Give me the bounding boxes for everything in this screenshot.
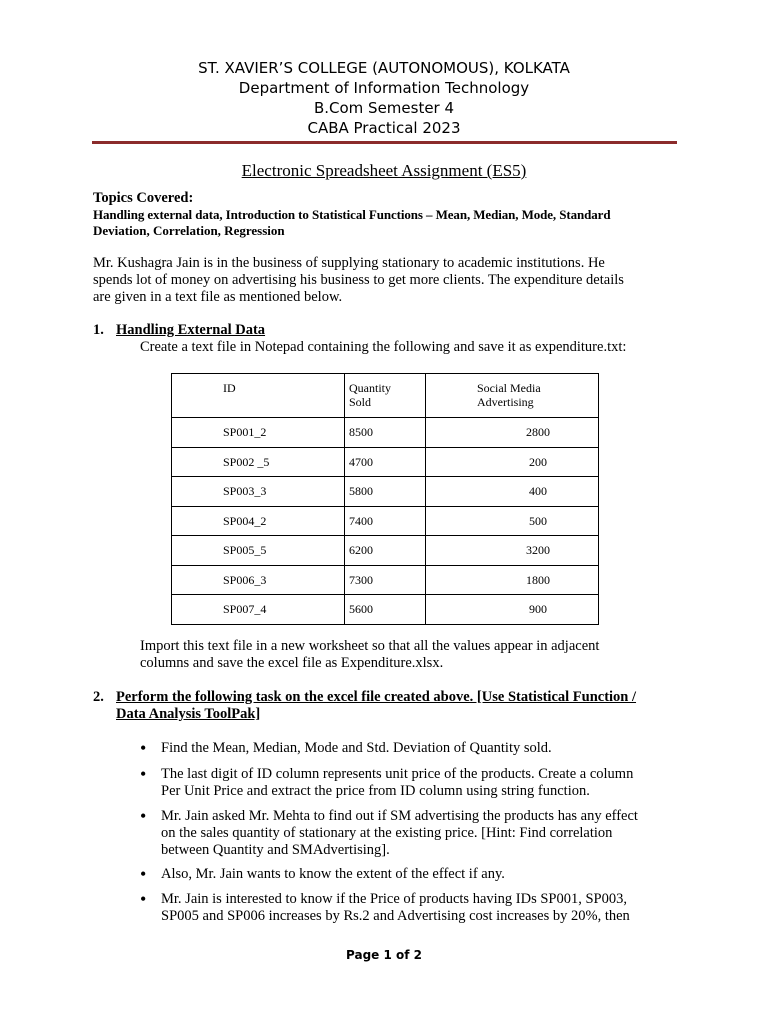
task-2-line-2: Per Unit Price and extract the price from ID column using string function. (161, 783, 590, 799)
cell-advertising: 200 (529, 454, 547, 469)
cell-advertising: 3200 (526, 543, 550, 557)
table-row (172, 447, 599, 477)
task-5-line-1: Mr. Jain is interested to know if the Price of products having IDs SP001, SP003, (161, 891, 627, 907)
college-name: ST. XAVIER’S COLLEGE (AUTONOMOUS), KOLKATA (198, 59, 570, 77)
section-1-number: 1. (93, 322, 104, 338)
header-divider (92, 141, 677, 144)
cell-id: SP006_3 (223, 572, 267, 587)
cell-quantity: 4700 (349, 454, 373, 469)
cell-advertising: 1800 (526, 572, 550, 587)
table-row (172, 418, 599, 448)
intro-line-1: Mr. Kushagra Jain is in the business of supplying stationary to academic institutions. He (93, 255, 605, 271)
cell-quantity: 5600 (349, 602, 373, 616)
cell-id: SP003_3 (223, 484, 267, 498)
cell-id: SP004_2 (223, 513, 267, 528)
topics-line-2: Deviation, Correlation, Regression (93, 223, 285, 238)
cell-advertising: 500 (529, 513, 547, 528)
task-1-line-1: Find the Mean, Median, Mode and Std. Deviation of Quantity sold. (161, 740, 552, 756)
bullet-icon: • (140, 764, 147, 784)
cell-advertising: 2800 (526, 425, 550, 439)
task-4-line-1: Also, Mr. Jain wants to know the extent of the effect if any. (161, 866, 505, 882)
bullet-icon: • (140, 806, 147, 826)
bullet-icon: • (140, 889, 147, 909)
topics-line-1: Handling external data, Introduction to Statistical Functions – Mean, Median, Mode, Standard (93, 207, 611, 222)
course-name: B.Com Semester 4 (313, 99, 455, 117)
practical-name: CABA Practical 2023 (307, 119, 461, 137)
table-row (172, 506, 599, 536)
task-3-line-3: between Quantity and SMAdvertising]. (161, 842, 390, 858)
cell-quantity: 7300 (349, 572, 373, 587)
table-header-row (172, 374, 599, 418)
bullet-icon: • (140, 864, 147, 884)
section-1-heading: Handling External Data (116, 322, 266, 338)
intro-line-3: are given in a text file as mentioned below. (93, 289, 343, 305)
assignment-title: Electronic Spreadsheet Assignment (ES5) (241, 161, 527, 180)
expenditure-table (171, 373, 599, 625)
cell-quantity: 6200 (349, 543, 373, 557)
task-3-line-1: Mr. Jain asked Mr. Mehta to find out if SM advertising the products has any effect (161, 808, 638, 824)
table-row (172, 536, 599, 566)
task-5-line-2: SP005 and SP006 increases by Rs.2 and Advertising cost increases by 20%, then (161, 908, 630, 924)
topics-heading: Topics Covered: (93, 190, 194, 206)
section-1-instruction: Create a text file in Notepad containing the following and save it as expenditure.txt: (140, 339, 627, 355)
cell-id: SP005_5 (223, 543, 267, 557)
header-cell-advertising: Social Media Advertising (426, 374, 599, 418)
cell-quantity: 8500 (349, 425, 373, 439)
cell-advertising: 900 (529, 602, 547, 616)
cell-quantity: 7400 (349, 513, 373, 528)
department-name: Department of Information Technology (238, 79, 530, 97)
header-cell-id: ID (172, 374, 345, 418)
section-2-heading-line-2: Data Analysis ToolPak] (116, 706, 261, 722)
table-row (172, 477, 599, 507)
section-1-after-line-1: Import this text file in a new worksheet so that all the values appear in adjacent (140, 638, 600, 654)
page-number: Page 1 of 2 (346, 948, 422, 962)
section-1-after-line-2: columns and save the excel file as Expenditure.xlsx. (140, 655, 444, 671)
section-2-heading-line-1: Perform the following task on the excel file created above. [Use Statistical Function / (116, 689, 637, 705)
cell-id: SP002 _5 (223, 454, 270, 469)
task-2-line-1: The last digit of ID column represents unit price of the products. Create a column (161, 766, 634, 782)
table-row (172, 595, 599, 625)
cell-id: SP001_2 (223, 425, 267, 439)
cell-quantity: 5800 (349, 484, 373, 498)
intro-line-2: spends lot of money on advertising his business to get more clients. The expenditure details (93, 272, 624, 288)
table-row (172, 565, 599, 595)
cell-advertising: 400 (529, 484, 547, 498)
section-2-number: 2. (93, 689, 104, 705)
bullet-icon: • (140, 738, 147, 758)
header-cell-quantity: Quantity Sold (345, 374, 426, 418)
cell-id: SP007_4 (223, 602, 267, 616)
task-3-line-2: on the sales quantity of stationary at the existing price. [Hint: Find correlation (161, 825, 613, 841)
